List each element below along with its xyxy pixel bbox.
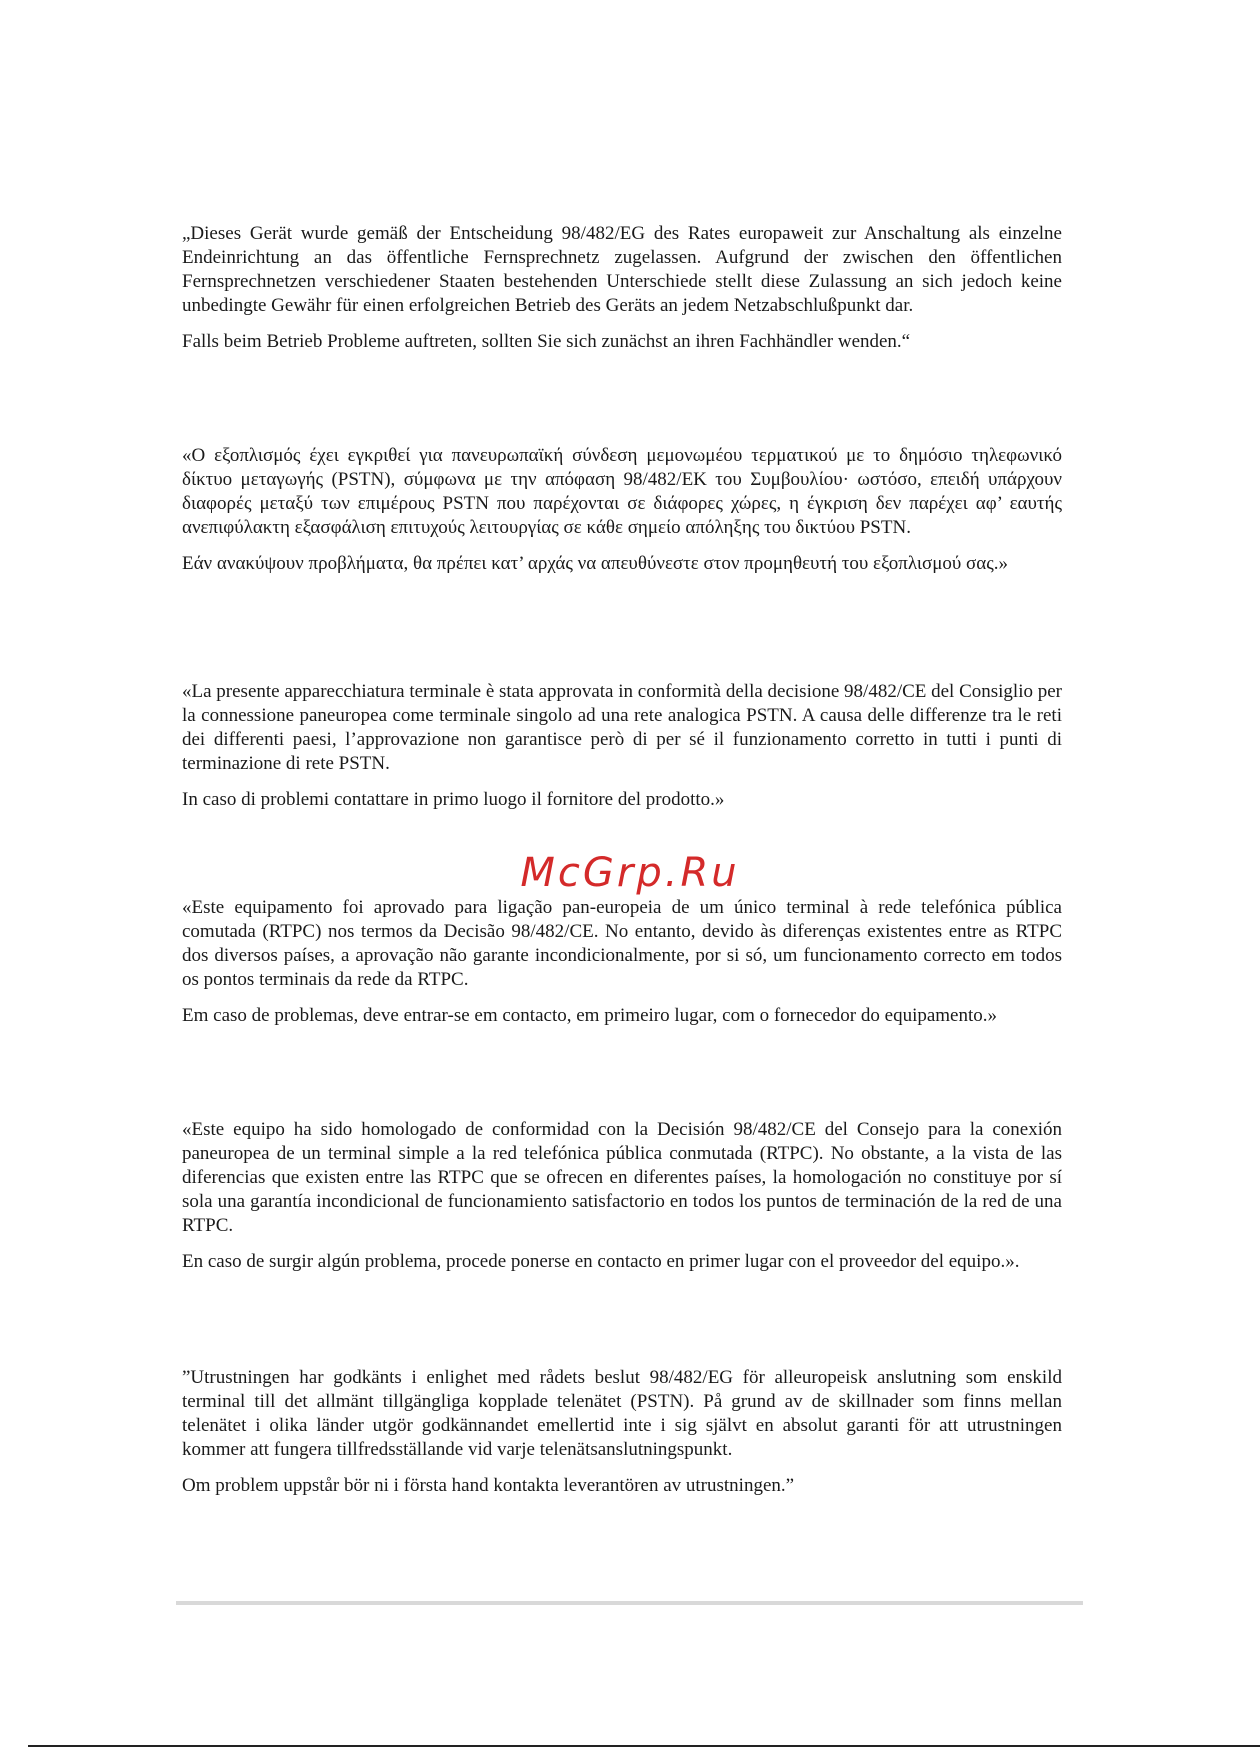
- paragraph-approval: «Este equipo ha sido homologado de conformidad con la Decisión 98/482/CE del Consejo para la conexión paneuropea de un terminal simple a la red telefónica pública conmutada (RTPC). No obstante, a la vista de las diferencias que existen entre las RTPC que se ofrecen en diferentes países, la homologación no constituye por sí sola una garantía incondicional de funcionamiento satisfactorio en todos los puntos de terminación de la red de una RTPC.: [182, 1119, 1062, 1236]
- paragraph-approval: «Este equipamento foi aprovado para ligação pan-europeia de um único terminal à rede telefónica pública comutada (RTPC) nos termos da Decisão 98/482/CE. No entanto, devido às diferenças existentes entre as RTPC dos diversos países, a aprovação não garante incondicionalmente, por si só, um funcionamento correcto em todos os pontos terminais da rede da RTPC.: [182, 897, 1062, 990]
- section-greek: [182, 444, 1062, 576]
- paragraph-contact: Em caso de problemas, deve entrar-se em contacto, em primeiro lugar, com o fornecedor do equipamento.»: [182, 1005, 998, 1026]
- section-swedish: [182, 1366, 1062, 1498]
- section-italian: [182, 680, 1062, 812]
- paragraph-contact: Falls beim Betrieb Probleme auftreten, sollten Sie sich zunächst an ihren Fachhändler wenden.“: [182, 331, 911, 352]
- paragraph-approval: «Ο εξοπλισμός έχει εγκριθεί για πανευρωπαϊκή σύνδεση μεμονωμέου τερματικού με το δημόσιο τηλεφωνικό δίκτυο μεταγωγής (PSTN), σύμφωνα με την απόφαση 98/482/ΕΚ του Συμβουλίου· ωστόσο, επειδή υπάρχουν διαφορές μεταξύ των επιμέρους PSTN που παρέχονται σε διάφορες χώρες, η έγκριση δεν παρέχει αφ’ εαυτής ανεπιφύλακτη εξασφάλιση επιτυχούς λειτουργίας σε κάθε σημείο απόληξης του δικτύου PSTN.: [182, 445, 1062, 538]
- paragraph-contact: In caso di problemi contattare in primo luogo il fornitore del prodotto.»: [182, 789, 725, 810]
- paragraph-contact: En caso de surgir algún problema, procede ponerse en contacto en primer lugar con el proveedor del equipo.».: [182, 1251, 1020, 1272]
- paragraph-approval: «La presente apparecchiatura terminale è stata approvata in conformità della decisione 98/482/CE del Consiglio per la connessione paneuropea come terminale singolo ad una rete analogica PSTN. A causa delle differenze tra le reti dei differenti paesi, l’approvazione non garantisce però di per sé il funzionamento corretto in tutti i punti di terminazione di rete PSTN.: [182, 681, 1063, 774]
- paragraph-approval: ”Utrustningen har godkänts i enlighet med rådets beslut 98/482/EG för alleuropeisk anslutning som enskild terminal till det allmänt tillgängliga kopplade telenätet (PSTN). På grund av de skillnader som finns mellan telenätet i olika länder utgör godkännandet emellertid inte i sig självt en absolut garanti för att utrustningen kommer att fungera tillfredsställande vid varje telenätsanslutningspunkt.: [182, 1367, 1062, 1460]
- section-german: [182, 222, 1062, 354]
- paragraph-approval: „Dieses Gerät wurde gemäß der Entscheidung 98/482/EG des Rates europaweit zur Anschaltung als einzelne Endeinrichtung an das öffentliche Fernsprechnetz zugelassen. Aufgrund der zwischen den öffentlichen Fernsprechnetzen verschiedener Staaten bestehenden Unterschiede stellt diese Zulassung an sich jedoch keine unbedingte Gewähr für einen erfolgreichen Betrieb des Geräts an jedem Netzabschlußpunkt dar.: [182, 223, 1062, 316]
- section-portuguese: [182, 896, 1062, 1028]
- footer-divider: [176, 1601, 1083, 1605]
- paragraph-contact: Om problem uppstår bör ni i första hand kontakta leverantören av utrustningen.”: [182, 1475, 795, 1496]
- watermark: McGrp.Ru: [520, 850, 740, 896]
- paragraph-contact: Εάν ανακύψουν προβλήματα, θα πρέπει κατ’ αρχάς να απευθύνεστε στον προμηθευτή του εξοπλισμού σας.»: [182, 553, 1009, 574]
- section-spanish: [182, 1118, 1062, 1274]
